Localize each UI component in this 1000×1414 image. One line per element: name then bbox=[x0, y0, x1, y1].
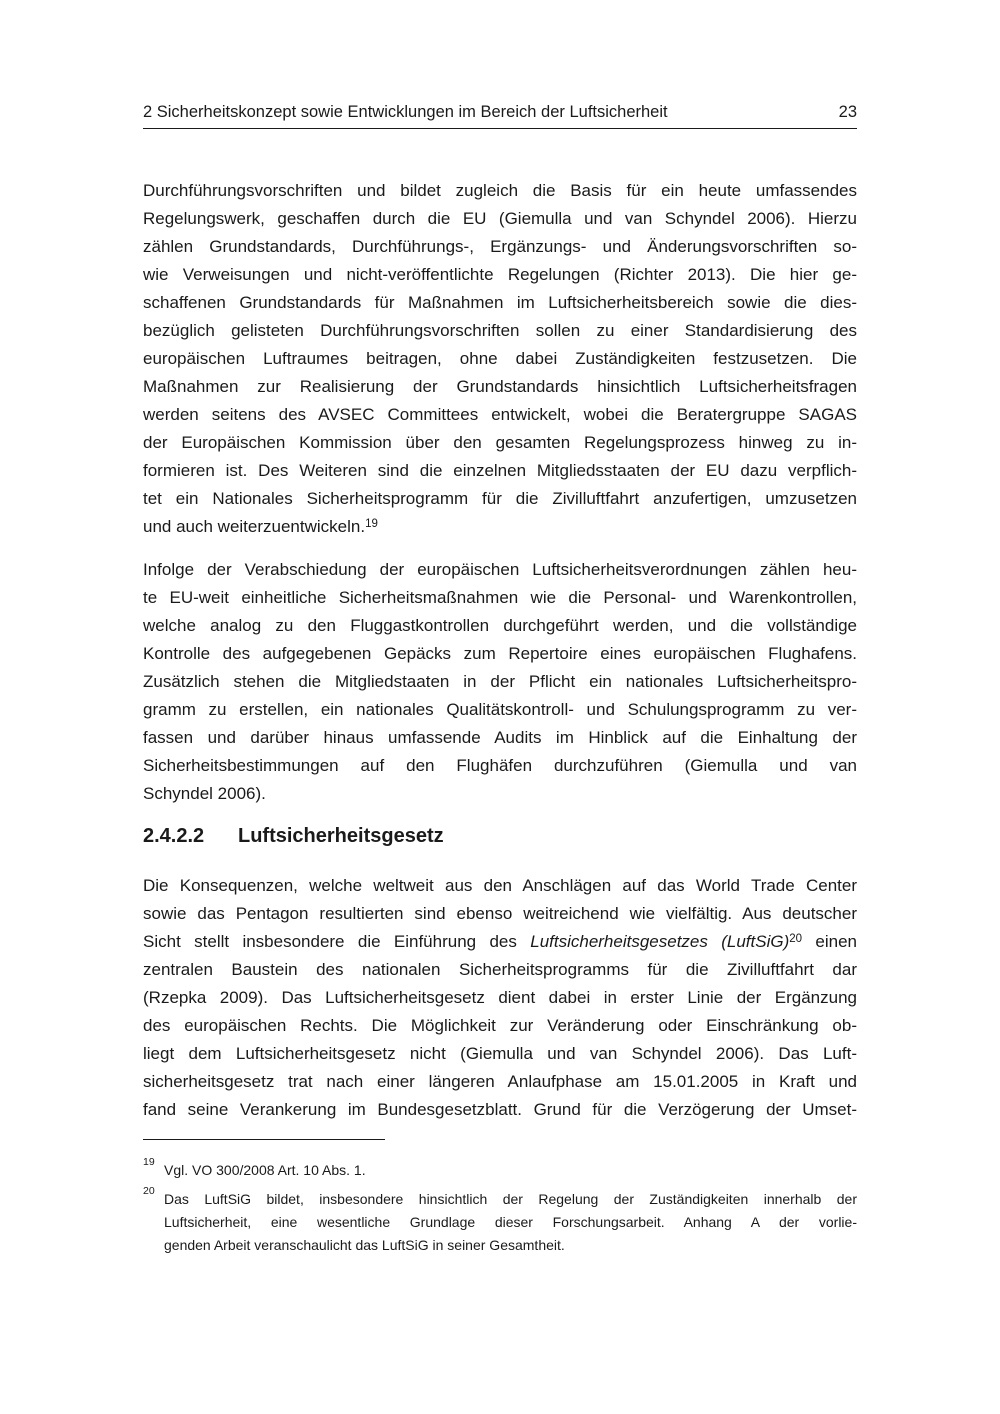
text-line: Infolge der Verabschiedung der europäischen Luftsicherheitsverordnungen zählen heu- bbox=[143, 560, 857, 579]
text-line: fassen und darüber hinaus umfassende Audits im Hinblick auf die Einhaltung der bbox=[143, 728, 857, 747]
text-line: Sicherheitsbestimmungen auf den Flughäfen durchzuführen (Giemulla und van bbox=[143, 756, 857, 775]
page-body bbox=[143, 177, 857, 1263]
text-line: Kontrolle des aufgegebenen Gepäcks zum Repertoire eines europäischen Flughafens. bbox=[143, 644, 857, 663]
text-line: Regelungswerk, geschaffen durch die EU (Giemulla und van Schyndel 2006). Hierzu bbox=[143, 209, 857, 228]
text-line: zentralen Baustein des nationalen Sicherheitsprogramms für die Zivilluftfahrt dar bbox=[143, 960, 857, 979]
footnote-separator bbox=[143, 1139, 385, 1140]
text-line: tet ein Nationales Sicherheitsprogramm für die Zivilluftfahrt anzufertigen, umzusetzen bbox=[143, 489, 857, 508]
text-line: (Rzepka 2009). Das Luftsicherheitsgesetz dient dabei in erster Linie der Ergänzung bbox=[143, 988, 857, 1007]
text-line: sowie das Pentagon resultierten sind ebenso weitreichend wie vielfältig. Aus deutscher bbox=[143, 904, 857, 923]
running-header bbox=[143, 103, 857, 129]
section-title: Luftsicherheitsgesetz bbox=[238, 825, 444, 847]
page-number: 23 bbox=[838, 103, 857, 121]
text-line: wie Verweisungen und nicht-veröffentlichte Regelungen (Richter 2013). Die hier ge- bbox=[143, 265, 857, 284]
text-line: formieren ist. Des Weiteren sind die einzelnen Mitgliedsstaaten der EU dazu verpflich- bbox=[143, 461, 857, 480]
body-paragraph bbox=[143, 872, 857, 1124]
footnote-text-line: Das LuftSiG bildet, insbesondere hinsichtlich der Regelung der Zuständigkeiten innerhalb der bbox=[164, 1191, 857, 1207]
text-line: der Europäischen Kommission über den gesamten Regelungsprozess hinweg zu in- bbox=[143, 433, 857, 452]
body-paragraph bbox=[143, 556, 857, 808]
footnote-text-line: genden Arbeit veranschaulicht das LuftSiG in seiner Gesamtheit. bbox=[164, 1237, 565, 1253]
text-line: fand seine Verankerung im Bundesgesetzblatt. Grund für die Verzögerung der Umset- bbox=[143, 1100, 857, 1119]
footnote-text-line: Vgl. VO 300/2008 Art. 10 Abs. 1. bbox=[164, 1162, 366, 1178]
text-line: Durchführungsvorschriften und bildet zugleich die Basis für ein heute umfassendes bbox=[143, 181, 857, 200]
section-heading bbox=[143, 823, 857, 849]
footnote-text-line: Luftsicherheit, eine wesentliche Grundlage dieser Forschungsarbeit. Anhang A der vorlie- bbox=[164, 1214, 857, 1230]
text-line: gramm zu erstellen, ein nationales Qualitätskontroll- und Schulungsprogramm zu ver- bbox=[143, 700, 857, 719]
running-header-title: 2 Sicherheitskonzept sowie Entwicklungen im Bereich der Luftsicherheit bbox=[143, 103, 668, 121]
text-line: schaffenen Grundstandards für Maßnahmen im Luftsicherheitsbereich sowie die dies- bbox=[143, 293, 857, 312]
text-line: Schyndel 2006). bbox=[143, 784, 266, 803]
text-line: und auch weiterzuentwickeln.$^{19}$ bbox=[143, 517, 378, 536]
body-paragraph bbox=[143, 177, 857, 541]
text-line: zählen Grundstandards, Durchführungs-, Ergänzungs- und Änderungsvorschriften so- bbox=[143, 237, 857, 256]
text-line: Zusätzlich stehen die Mitgliedstaaten in der Pflicht ein nationales Luftsicherheitspro- bbox=[143, 672, 857, 691]
section-number: 2.4.2.2 bbox=[143, 825, 205, 847]
text-line: welche analog zu den Fluggastkontrollen durchgeführt werden, und die vollständige bbox=[143, 616, 857, 635]
text-line: Sicht stellt insbesondere die Einführung des Luftsicherheitsgesetzes (LuftSiG)$^{20}$ einen bbox=[143, 932, 858, 951]
text-line: Die Konsequenzen, welche weltweit aus den Anschlägen auf das World Trade Center bbox=[143, 876, 857, 895]
text-line: werden seitens des AVSEC Committees entwickelt, wobei die Beratergruppe SAGAS bbox=[143, 405, 857, 424]
text-line: liegt dem Luftsicherheitsgesetz nicht (Giemulla und van Schyndel 2006). Das Luft- bbox=[143, 1044, 857, 1063]
text-line: te EU-weit einheitliche Sicherheitsmaßnahmen wie die Personal- und Warenkontrollen, bbox=[143, 588, 857, 607]
footnote-20: 20 Das LuftSiG bildet, insbesondere hinsichtlich der Regelung der Zuständigkeiten innerhalb der Luftsicherheit, eine wesentliche Grundlage dieser Forschungsarbeit. Anhang A der vorlie- genden Arbeit veranschaulicht das LuftSiG in seiner Gesamtheit. bbox=[143, 1188, 857, 1257]
text-line: des europäischen Rechts. Die Möglichkeit zur Veränderung oder Einschränkung ob- bbox=[143, 1016, 857, 1035]
footnote-19: 19 Vgl. VO 300/2008 Art. 10 Abs. 1. bbox=[143, 1159, 857, 1182]
text-line: Maßnahmen zur Realisierung der Grundstandards hinsichtlich Luftsicherheitsfragen bbox=[143, 377, 857, 396]
text-line: bezüglich gelisteten Durchführungsvorschriften sollen zu einer Standardisierung des bbox=[143, 321, 857, 340]
text-line: europäischen Luftraumes beitragen, ohne dabei Zuständigkeiten festzusetzen. Die bbox=[143, 349, 857, 368]
text-line: sicherheitsgesetz trat nach einer längeren Anlaufphase am 15.01.2005 in Kraft und bbox=[143, 1072, 857, 1091]
